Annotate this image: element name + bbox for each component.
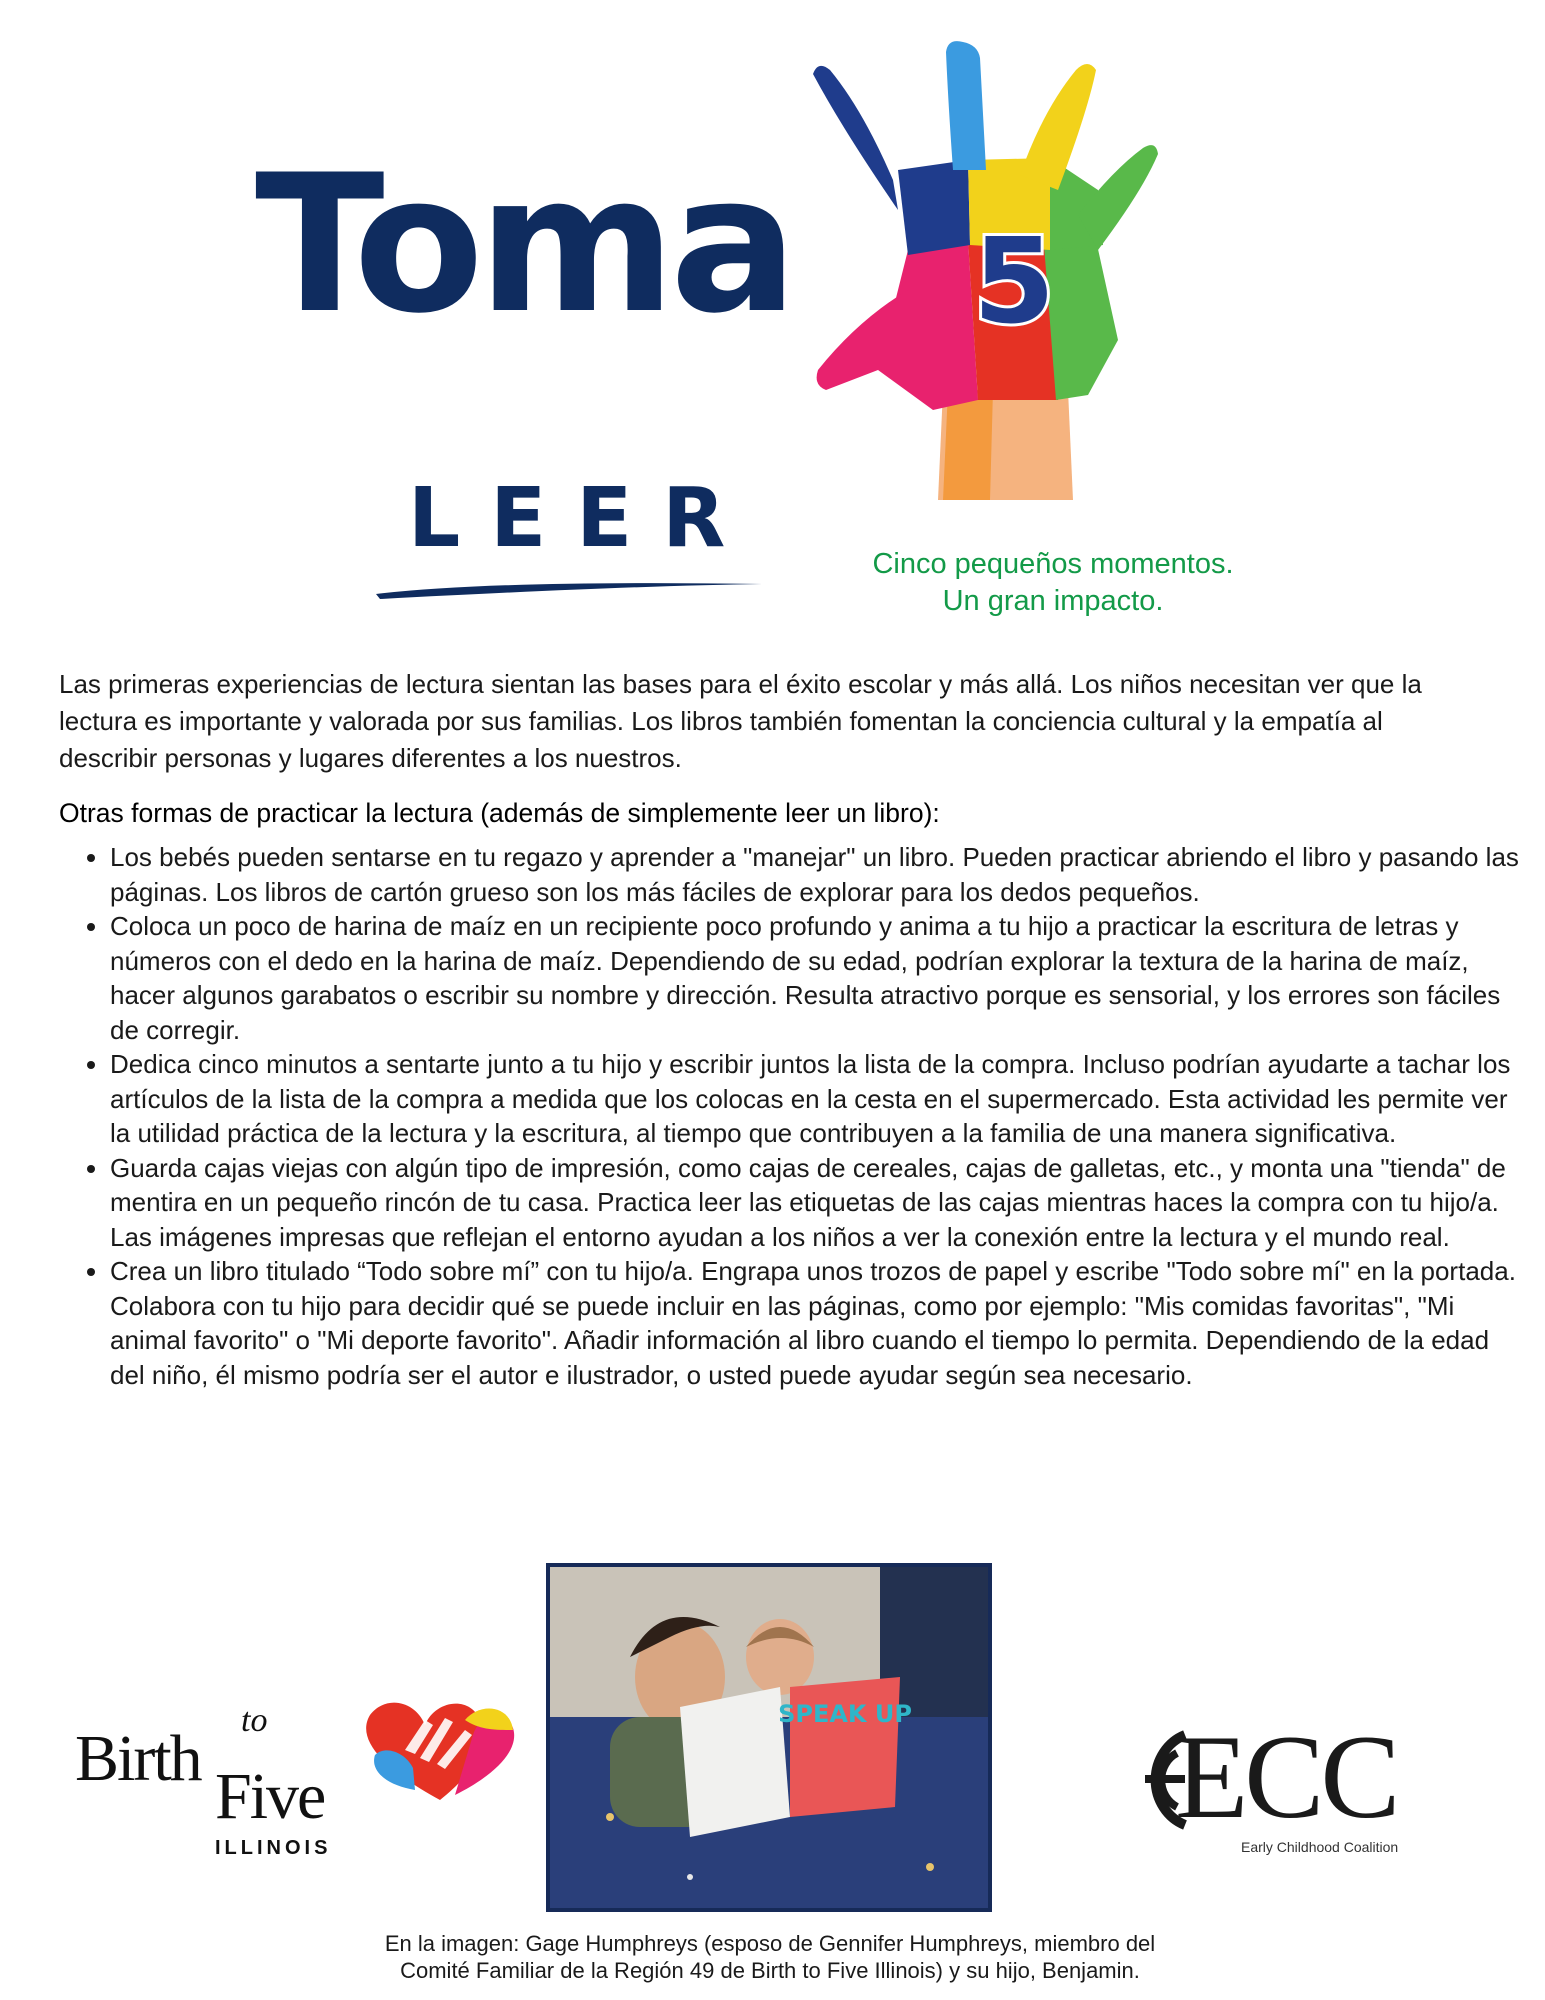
ecc-letters: ECC <box>1175 1710 1397 1843</box>
logo-word-birth: Birth <box>75 1722 201 1795</box>
list-item: • Los bebés pueden sentarse en tu regazo y aprender a "manejar" un libro. Pueden practicar abriendo el libro y pasando las páginas. Los libros de cartón grueso son los más fáciles de explorar para los dedos pequeños. <box>110 840 1520 909</box>
tips-list <box>83 840 1520 1392</box>
ecc-full-name: Early Childhood Coalition <box>1241 1839 1399 1855</box>
birth-to-five-logo <box>75 1690 465 1860</box>
intro-paragraph: Las primeras experiencias de lectura sientan las bases para el éxito escolar y más allá. Los niños necesitan ver que la lectura es importante y valorada por sus familias. Los libros también fomentan la conciencia cultural y la empatía al describir personas y lugares diferentes a los nuestros. <box>59 669 1422 773</box>
logo-word-illinois: ILLINOIS <box>215 1837 332 1859</box>
ecc-logo <box>1115 1710 1435 1865</box>
brush-underline <box>374 572 764 602</box>
list-heading: Otras formas de practicar la lectura (además de simplemente leer un libro): <box>59 798 940 828</box>
number-five-badge: 5 <box>972 212 1056 350</box>
logo-word-five: Five <box>215 1760 325 1833</box>
book-title: SPEAK UP <box>778 1700 912 1728</box>
caption-line-2: Comité Familiar de la Región 49 de Birth to Five Illinois) y su hijo, Benjamin. <box>400 1958 1140 1983</box>
tagline-line-1: Cinco pequeños momentos. <box>872 548 1234 580</box>
painted-hand-icon <box>758 40 1198 500</box>
logo-word-to: to <box>241 1702 268 1739</box>
caption-line-1: En la imagen: Gage Humphreys (esposo de Gennifer Humphreys, miembro del <box>384 1931 1156 1956</box>
tagline <box>858 546 1248 620</box>
hearts-hand-icon <box>345 1690 535 1810</box>
page-title: Toma <box>255 134 793 355</box>
photo-frame <box>546 1563 992 1912</box>
list-item: • Coloca un poco de harina de maíz en un recipiente poco profundo y anima a tu hijo a practicar la escritura de letras y números con el dedo en la harina de maíz. Dependiendo de su edad, podrían explorar la textura de la harina de maíz, hacer algunos garabatos o escribir su nombre y dirección. Resulta atractivo porque es sensorial, y los errores son fáciles de corregir. <box>110 909 1520 1047</box>
list-item: • Dedica cinco minutos a sentarte junto a tu hijo y escribir juntos la lista de la compra. Incluso podrían ayudarte a tachar los artículos de la lista de la compra a medida que los colocas en la cesta en el supermercado. Esta actividad les permite ver la utilidad práctica de la lectura y la escritura, al tiempo que contribuyen a la familia de una manera significativa. <box>110 1047 1520 1151</box>
list-item: • Guarda cajas viejas con algún tipo de impresión, como cajas de cereales, cajas de galletas, etc., y monta una "tienda" de mentira en un pequeño rincón de tu casa. Practica leer las etiquetas de las cajas mientras haces la compra con tu hijo/a. Las imágenes impresas que reflejan el entorno ayudan a los niños a ver la conexión entre la lectura y el mundo real. <box>110 1151 1520 1255</box>
photo-caption <box>320 1930 1220 1984</box>
section-subtitle: LEER <box>408 471 756 566</box>
tagline-line-2: Un gran impacto. <box>942 585 1164 617</box>
family-reading-photo <box>550 1567 988 1908</box>
list-item: • Crea un libro titulado “Todo sobre mí” con tu hijo/a. Engrapa unos trozos de papel y escribe "Todo sobre mí" en la portada. Colabora con tu hijo para decidir qué se puede incluir en las páginas, como por ejemplo: "Mis comidas favoritas", "Mi animal favorito" o "Mi deporte favorito". Añadir información al libro cuando el tiempo lo permita. Dependiendo de la edad del niño, él mismo podría ser el autor e ilustrador, o usted puede ayudar según sea necesario. <box>110 1254 1520 1392</box>
